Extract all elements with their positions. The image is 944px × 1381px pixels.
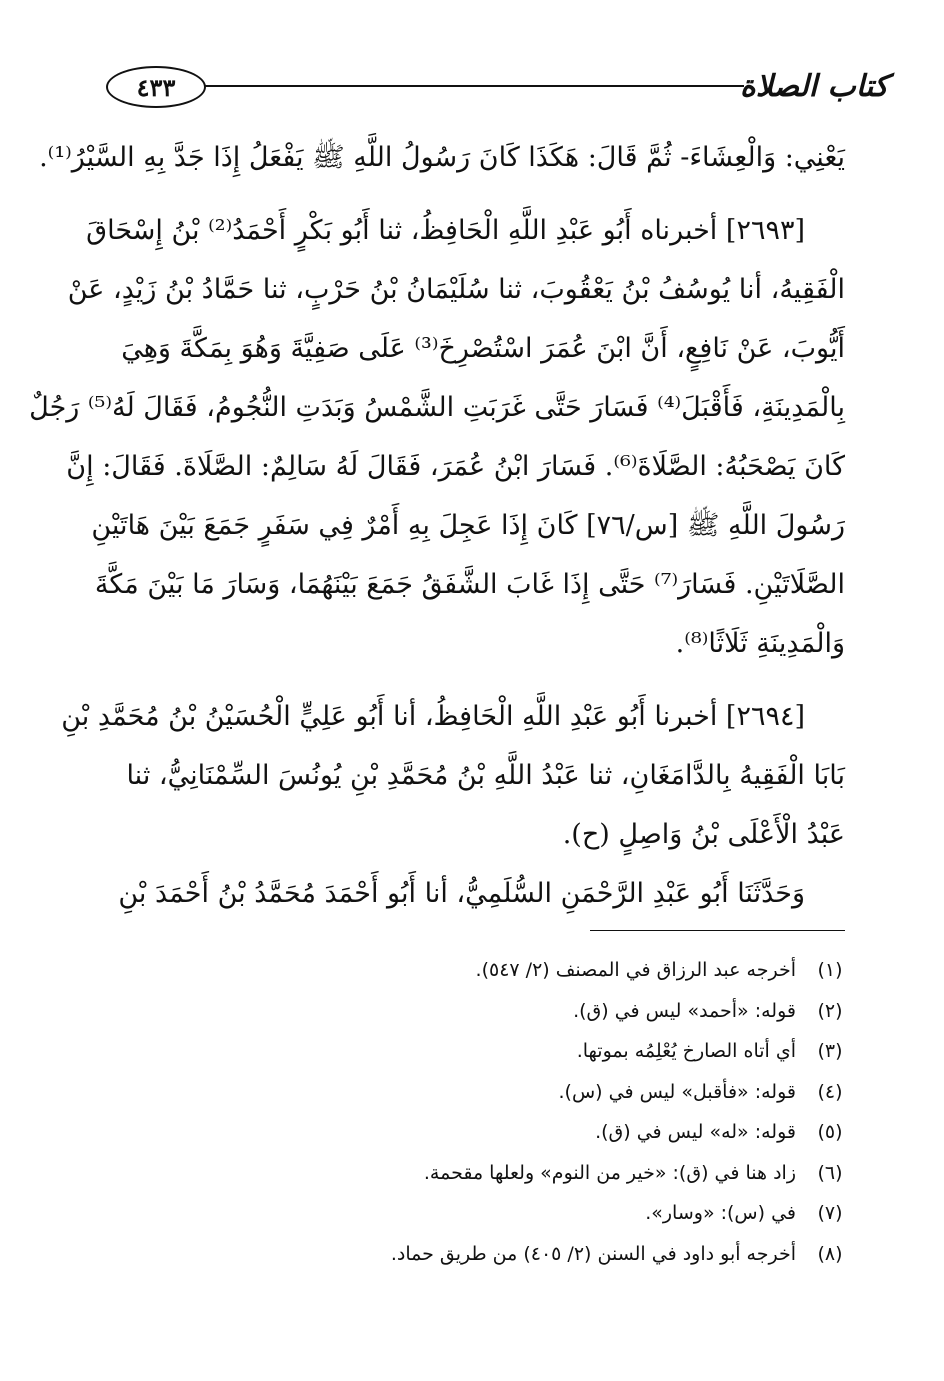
- running-head: كتاب الصلاة: [740, 69, 889, 104]
- text-line: بَابَا الْفَقِيهُ بِالدَّامَغَانِ، ثنا عَبْدُ اللَّهِ بْنُ مُحَمَّدِ بْنِ يُونُسَ السِّمْنَانِيُّ، ثنا: [126, 760, 845, 791]
- footnote-item: [100, 1072, 850, 1113]
- text-line: أَيُّوبَ، عَنْ نَافِعٍ، أَنَّ ابْنَ عُمَرَ اسْتُصْرِخَ⁽³⁾ عَلَى صَفِيَّةَ وَهُوَ بِمَكَّةَ وَهِيَ: [121, 333, 845, 364]
- page-header: [100, 62, 889, 124]
- footnote-item: [100, 950, 850, 991]
- footnote-number: (٤): [817, 1080, 843, 1103]
- footnote-number: (٦): [817, 1161, 843, 1184]
- footnote-text: قوله: «له» ليس في (ق).: [595, 1121, 796, 1143]
- footnote-number: (٨): [817, 1242, 843, 1265]
- footnote-text: زاد هنا في (ق): «خير من النوم» ولعلها مقحمة.: [423, 1161, 796, 1184]
- text-line: [٢٦٩٤] أخبرنا أَبُو عَبْدِ اللَّهِ الْحَافِظُ، أنا أَبُو عَلِيٍّ الْحُسَيْنُ بْنُ مُحَمَّدِ بْنِ: [61, 701, 805, 732]
- text-line: بِالْمَدِينَةِ، فَأَقْبَلَ⁽⁴⁾ فَسَارَ حَتَّى غَرَبَتِ الشَّمْسُ وَبَدَتِ النُّجُومُ، فَقَالَ لَهُ⁽⁵⁾ رَجُلٌ: [29, 392, 845, 423]
- footnote-item: [100, 1234, 850, 1275]
- text-line: عَبْدُ الْأَعْلَى بْنُ وَاصِلٍ (ح).: [562, 819, 845, 850]
- footnote-number: (١): [817, 959, 843, 981]
- main-text: [29, 128, 845, 923]
- text-line: كَانَ يَصْحَبُهُ: الصَّلَاةَ⁽⁶⁾. فَسَارَ ابْنُ عُمَرَ، فَقَالَ لَهُ سَالِمٌ: الصَّلَاةَ. فَقَالَ: إِنَّ: [66, 451, 845, 482]
- footnote-item: [100, 991, 850, 1032]
- footnote-number: (٧): [817, 1202, 843, 1224]
- text-line: الصَّلَاتَيْنِ. فَسَارَ⁽⁷⁾ حَتَّى إِذَا غَابَ الشَّفَقُ جَمَعَ بَيْنَهُمَا، وَسَارَ مَا بَيْنَ مَكَّةَ: [94, 569, 845, 600]
- footnote-text: أخرجه عبد الرزاق في المصنف (٢/ ٥٤٧).: [475, 959, 796, 981]
- footnote-item: [100, 1112, 850, 1153]
- text-line: يَعْنِي: وَالْعِشَاءَ- ثُمَّ قَالَ: هَكَذَا كَانَ رَسُولُ اللَّهِ ﷺ يَفْعَلُ إِذَا جَدَّ بِهِ السَّيْرُ⁽¹⁾.: [39, 142, 845, 173]
- footnote-item: [100, 1193, 850, 1234]
- footnote-text: قوله: «أحمد» ليس في (ق).: [573, 999, 796, 1022]
- footnote-text: أي أتاه الصارخ يُعْلِمُه بموتها.: [576, 1040, 796, 1062]
- footnote-item: [100, 1153, 850, 1194]
- footnote-text: أخرجه أبو داود في السنن (٢/ ٤٠٥) من طريق حماد.: [390, 1242, 796, 1265]
- text-line: وَحَدَّثَنَا أَبُو عَبْدِ الرَّحْمَنِ السُّلَمِيُّ، أنا أَبُو أَحْمَدَ مُحَمَّدُ بْنُ أَحْمَدَ بْنِ: [118, 878, 805, 909]
- text-line: [٢٦٩٣] أخبرناه أَبُو عَبْدِ اللَّهِ الْحَافِظُ، ثنا أَبُو بَكْرٍ أَحْمَدُ⁽²⁾ بْنُ إِسْحَاقَ: [86, 215, 805, 246]
- text-line: وَالْمَدِينَةِ ثَلَاثًا⁽⁸⁾.: [675, 628, 845, 659]
- footnote-number: (٢): [817, 999, 843, 1022]
- footnote-text: قوله: «فأقبل» ليس في (س).: [558, 1080, 796, 1103]
- footnote-number: (٥): [817, 1121, 843, 1143]
- footnote-divider: [590, 930, 845, 931]
- text-line: الْفَقِيهُ، أنا يُوسُفُ بْنُ يَعْقُوبَ، ثنا سُلَيْمَانُ بْنُ حَرْبٍ، ثنا حَمَّادُ بْنُ زَيْدٍ، عَنْ: [67, 274, 845, 305]
- header-rule: [204, 85, 744, 87]
- text-line: رَسُولَ اللَّهِ ﷺ [س/٧٦] كَانَ إِذَا عَجِلَ بِهِ أَمْرٌ فِي سَفَرٍ جَمَعَ بَيْنَ هَاتَيْنِ: [91, 510, 845, 541]
- footnote-number: (٣): [817, 1040, 843, 1062]
- footnote-item: [100, 1031, 850, 1072]
- footnote-text: في (س): «وسار».: [645, 1202, 796, 1224]
- footnotes: [100, 950, 850, 1274]
- page-number: ٤٣٣: [106, 66, 206, 108]
